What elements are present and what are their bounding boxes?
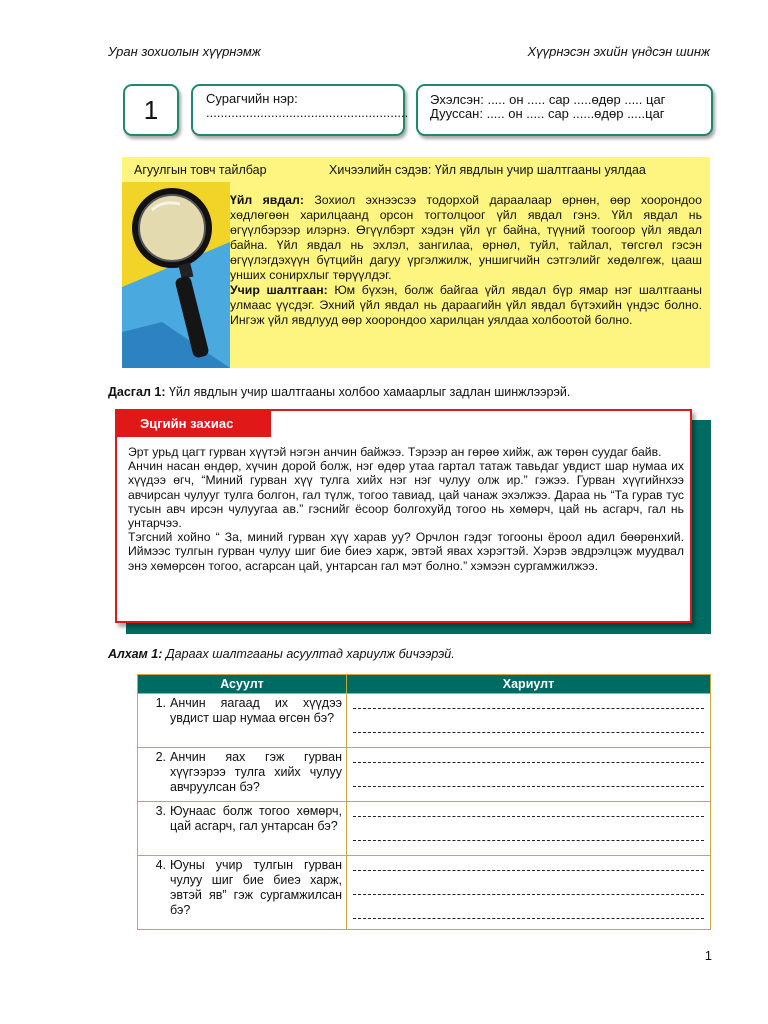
question-text: Юуны учир тулгын гурван чулуу шиг бие биеэ харж, эвтэй яв” гэж сургамжилсан бэ? bbox=[170, 858, 342, 917]
step-text: Дараах шалтгааны асуултад хариулж бичээрэй. bbox=[162, 647, 455, 661]
lesson-number: 1 bbox=[143, 94, 159, 125]
answer-header: Хариулт bbox=[347, 675, 711, 694]
answer-cell[interactable] bbox=[347, 748, 711, 802]
question-header: Асуулт bbox=[138, 675, 347, 694]
end-date: Дууссан: ..... он ..... сар ......өдөр .....цаг bbox=[430, 106, 665, 121]
table-row bbox=[138, 748, 711, 802]
table-row bbox=[138, 694, 711, 748]
event-definition: Зохиол эхнээсээ тодорхой дараалаар өрнөн, өөр хоорондоо хөдлөгөөн харилцаанд орсон тогтолцоог үйл явдал гэнэ. Үйл явдал нь өгүүлбэрээр илэрнэ. Өгүүлбэрт хэдэн үйл үг байна, түүний тоогоор үйл явдал байна. Үйл явдал нь эхлэл, зангилаа, өрнөл, туйл, тайлал, төгсгөл гэсэн өгүүлэгдэхүүн бүтцийн дагуу үргэлжилж, уншигчийн сэтгэлийг хөдөлгөж, цааш унших сонирхлыг төрүүлдэг. bbox=[230, 193, 702, 282]
cause-term: Учир шалтгаан: bbox=[230, 283, 328, 297]
exercise-title bbox=[108, 385, 570, 399]
header-left: Уран зохиолын хүүрнэмж bbox=[108, 44, 261, 59]
question-number: 1. bbox=[155, 696, 166, 710]
dates-box bbox=[416, 84, 713, 136]
table-row bbox=[138, 802, 711, 856]
question-text: Юунаас болж тогоо хөмөрч, цай асгарч, гал унтарсан бэ? bbox=[170, 804, 342, 833]
student-name-label: Сурагчийн нэр: bbox=[206, 91, 298, 106]
story-title-tab: Эцгийн захиас bbox=[115, 409, 271, 437]
lesson-number-box bbox=[123, 84, 179, 136]
magnifier-illustration bbox=[122, 182, 230, 368]
story-box bbox=[115, 409, 692, 623]
student-name-box bbox=[191, 84, 409, 136]
summary-title: Агуулгын товч тайлбар bbox=[134, 163, 267, 177]
info-body bbox=[230, 193, 702, 328]
story-paragraph: Тэгсний хойно “ За, миний гурван хүү харав уу? Орчлон гэдэг тогооны ёроол адил бөөрөнхий. Иймээс тулгын гурван чулуу шиг бие биеэ харж, эвтэй явах хэрэгтэй. Хэрэв эвдрэлцэж муудвал энэ хөмөрсөн тогоо, асгарсан цай, унтарсан гал мэт болно.” хэмээн сургамжилжээ. bbox=[128, 530, 684, 573]
answer-cell[interactable] bbox=[347, 802, 711, 856]
start-date: Эхэлсэн: ..... он ..... сар .....өдөр ..... цаг bbox=[430, 92, 666, 107]
step-title bbox=[108, 647, 455, 661]
question-text: Анчин яагаад их хүүдээ увдист шар нумаа өгсөн бэ? bbox=[170, 696, 342, 725]
exercise-text: Үйл явдлын учир шалтгааны холбоо хамаарлыг задлан шинжлээрэй. bbox=[165, 385, 571, 399]
lesson-topic: Хичээлийн сэдэв: Үйл явдлын учир шалтгааны уялдаа bbox=[329, 163, 646, 177]
question-number: 4. bbox=[155, 858, 166, 872]
step-label: Алхам 1: bbox=[108, 647, 163, 661]
question-number: 3. bbox=[155, 804, 166, 818]
student-name-line: ........................................................ bbox=[206, 105, 409, 120]
question-text: Анчин яах гэж гурван хүүгээрээ тулга хийх чулуу авчруулсан бэ? bbox=[170, 750, 342, 794]
table-row bbox=[138, 856, 711, 930]
exercise-label: Дасгал 1: bbox=[108, 385, 166, 399]
answer-cell[interactable] bbox=[347, 694, 711, 748]
page-number: 1 bbox=[704, 948, 712, 963]
qa-table bbox=[137, 674, 711, 930]
event-term: Үйл явдал: bbox=[230, 193, 304, 207]
story-paragraph: Эрт урьд цагт гурван хүүтэй нэгэн анчин байжээ. Тэрээр ан гөрөө хийж, аж төрөн суудаг байв. bbox=[128, 445, 662, 459]
story-body bbox=[128, 445, 684, 573]
cause-definition: Юм бүхэн, болж байгаа үйл явдал бүр ямар нэг шалтгааны улмаас үүсдэг. Эхний үйл явдал нь дараагийн үйл явдал бүтэхийн үндэс болно. Ингэж үйл явдлууд өөр хоорондоо харилцан уялдаа холбоотой болно. bbox=[230, 283, 702, 327]
info-panel bbox=[122, 157, 710, 368]
question-number: 2. bbox=[155, 750, 166, 764]
header-right: Хүүрнэсэн эхийн үндсэн шинж bbox=[527, 44, 710, 59]
answer-cell[interactable] bbox=[347, 856, 711, 930]
story-paragraph: Анчин насан өндөр, хүчин дорой болж, нэг өдөр утаа гартал татаж тавьдаг увдист шар нумаа их хүүдээ өгч, “Миний гурван хүү тулга хийх нэг нэг чулуу олж ир.” гэжээ. Гурван хүүгийнхээ авчирсан чулууг тулга болгон, гал түлж, тогоо тавиад, цай чанаж эхэлжээ. Дараа нь “Та гурав тус тусын авч ирсэн чулуугаа ав.” гэснийг ёсоор болгохуйд тогоо нь хөмөрч, цай нь асгарч, гал нь унтарчээ. bbox=[128, 459, 684, 531]
